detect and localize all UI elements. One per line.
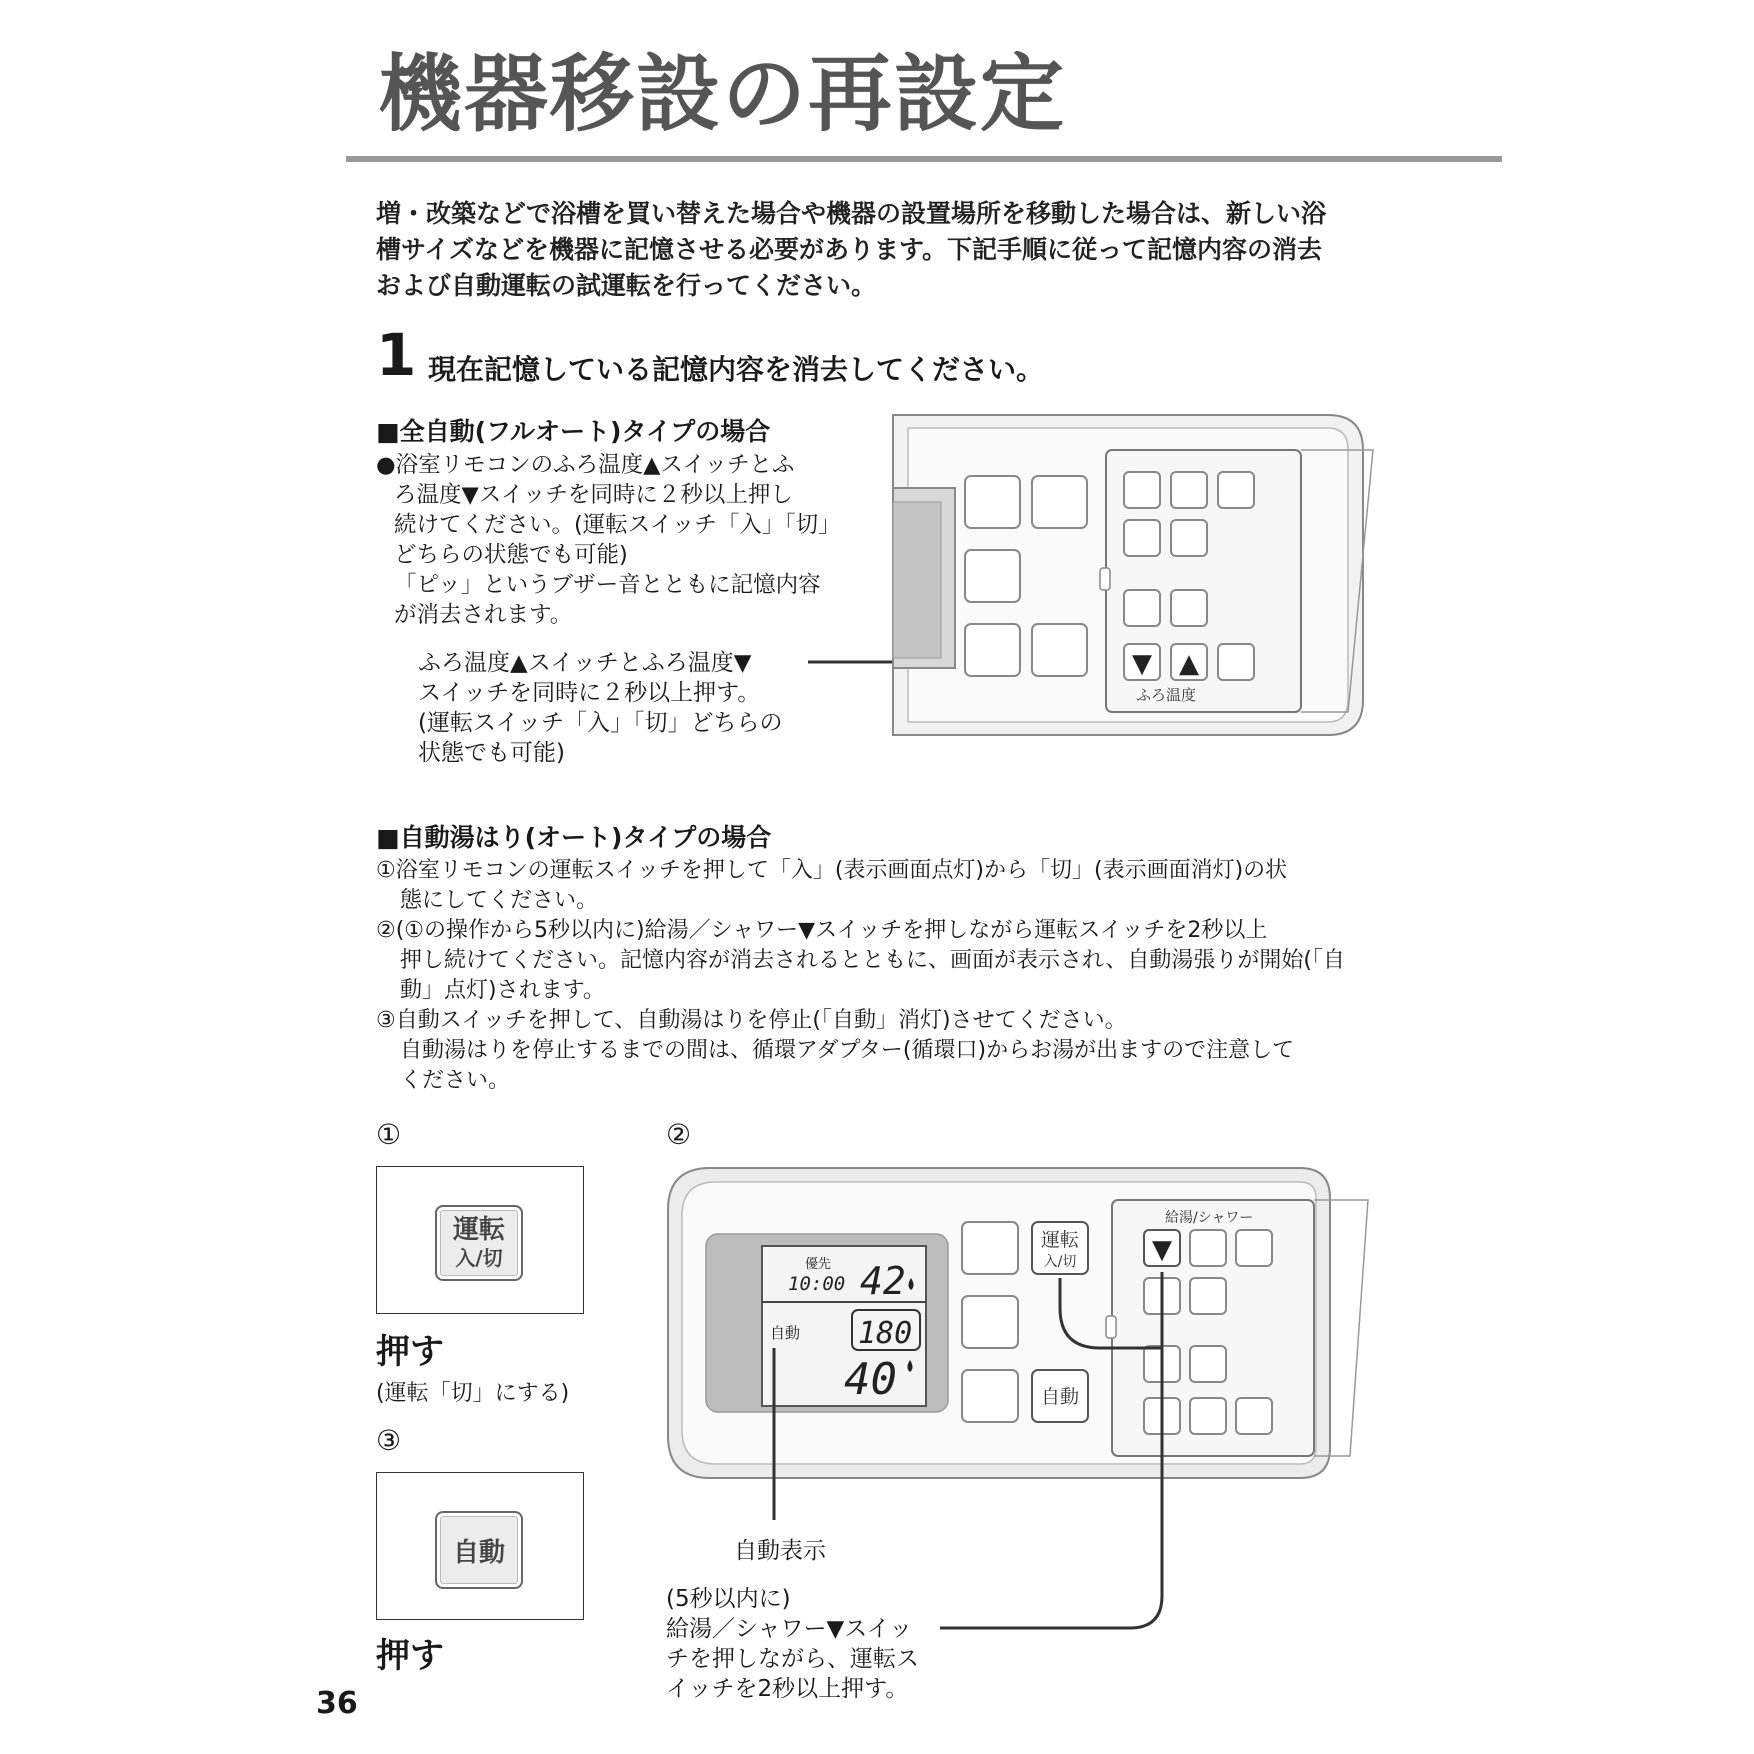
up-arrow-icon: ▲ bbox=[1179, 649, 1199, 679]
figure-number: ① bbox=[376, 1118, 402, 1151]
remote-button bbox=[962, 1296, 1018, 1348]
lcd-volume: 180 bbox=[858, 1316, 913, 1351]
remote-button bbox=[1124, 590, 1160, 626]
callout-line: スイッチを同時に２秒以上押す。 bbox=[418, 680, 761, 706]
figure-1-box bbox=[376, 1166, 584, 1314]
instruction-line: 押し続けてください。記憶内容が消去されるとともに、画面が表示され、自動湯張りが開始(「自 bbox=[400, 948, 1345, 973]
remote-button bbox=[962, 1222, 1018, 1274]
remote-button bbox=[965, 550, 1020, 602]
instruction-line: ●浴室リモコンのふろ温度▲スイッチとふ bbox=[376, 452, 795, 478]
remote-button bbox=[1236, 1230, 1272, 1266]
step-number: 1 bbox=[376, 321, 417, 389]
shower-label: 給湯/シャワー bbox=[1165, 1210, 1254, 1226]
remote-button bbox=[1218, 472, 1254, 508]
instruction-line: 「ピッ」というブザー音とともに記憶内容 bbox=[394, 572, 821, 598]
callout-line: チを押しながら、運転ス bbox=[666, 1646, 919, 1672]
remote-button bbox=[965, 476, 1020, 528]
auto-instructions bbox=[376, 856, 1436, 1096]
lcd-bath-temp: 40 bbox=[844, 1354, 897, 1405]
button-label: 運転 bbox=[1040, 1229, 1080, 1251]
bath-temp-label: ふろ温度 bbox=[1135, 686, 1197, 704]
remote-button bbox=[1124, 520, 1160, 556]
instruction-line: ②(①の操作から5秒以内に)給湯／シャワー▼スイッチを押しながら運転スイッチを2秒以上 bbox=[376, 918, 1268, 943]
auto-callout bbox=[666, 1584, 966, 1704]
remote-button bbox=[1171, 520, 1207, 556]
remote-button bbox=[1032, 476, 1087, 528]
intro-paragraph bbox=[376, 196, 1436, 304]
button-label: 自動 bbox=[452, 1537, 505, 1568]
callout-line: (5秒以内に) bbox=[666, 1586, 791, 1612]
remote-button bbox=[962, 1370, 1018, 1422]
instruction-line: 自動湯はりを停止するまでの間は、循環アダプター(循環口)からお湯が出ますので注意して bbox=[400, 1038, 1295, 1063]
lcd-priority: 優先 bbox=[805, 1257, 832, 1272]
page-title: 機器移設の再設定 bbox=[378, 45, 1067, 143]
remote-button bbox=[1190, 1278, 1226, 1314]
remote-button bbox=[1032, 624, 1087, 676]
figure-3-box bbox=[376, 1472, 584, 1620]
instruction-line: ①浴室リモコンの運転スイッチを押して「入」(表示画面点灯)から「切」(表示画面消灯)の状 bbox=[376, 858, 1288, 883]
page-number: 36 bbox=[316, 1686, 358, 1721]
down-arrow-icon: ▼ bbox=[1132, 649, 1152, 679]
instruction-line: が消去されます。 bbox=[394, 602, 573, 628]
instruction-line: 動」点灯)されます。 bbox=[400, 978, 605, 1003]
lcd-time: 10:00 bbox=[788, 1273, 846, 1295]
button-sublabel: 入/切 bbox=[1043, 1254, 1077, 1270]
callout-line: ふろ温度▲スイッチとふろ温度▼ bbox=[418, 650, 752, 676]
figure-number: ③ bbox=[376, 1424, 402, 1457]
lcd-temp: 42 bbox=[860, 1259, 906, 1303]
remote-button bbox=[965, 624, 1020, 676]
push-label: 押す bbox=[376, 1332, 444, 1372]
full-auto-callout bbox=[418, 648, 818, 768]
remote-button bbox=[1171, 590, 1207, 626]
button-label: 運転 bbox=[452, 1215, 505, 1245]
instruction-line: 態にしてください。 bbox=[400, 888, 599, 913]
callout-line: イッチを2秒以上押す。 bbox=[666, 1676, 909, 1702]
instruction-line: どちらの状態でも可能) bbox=[394, 542, 628, 568]
bath-remote-illustration-full-auto bbox=[808, 410, 1378, 740]
instruction-line: ください。 bbox=[400, 1068, 511, 1093]
button-label: 自動 bbox=[1040, 1386, 1080, 1408]
button-sublabel: 入/切 bbox=[455, 1246, 503, 1270]
remote-button bbox=[1171, 472, 1207, 508]
intro-line: 槽サイズなどを機器に記憶させる必要があります。下記手順に従って記憶内容の消去 bbox=[376, 235, 1323, 264]
remote-button bbox=[1190, 1398, 1226, 1434]
auto-heading: ■自動湯はり(オート)タイプの場合 bbox=[376, 823, 772, 852]
remote-button bbox=[1190, 1346, 1226, 1382]
callout-line: 給湯／シャワー▼スイッ bbox=[666, 1616, 913, 1642]
remote-button bbox=[1124, 472, 1160, 508]
run-on-off-button bbox=[435, 1205, 523, 1281]
push-label: 押す bbox=[376, 1636, 444, 1676]
intro-line: および自動運転の試運転を行ってください。 bbox=[376, 271, 877, 300]
remote-button bbox=[1236, 1398, 1272, 1434]
instruction-line: 続けてください。(運転スイッチ「入」「切」 bbox=[394, 512, 841, 538]
push-note: (運転「切」にする) bbox=[376, 1381, 570, 1406]
down-arrow-icon: ▼ bbox=[1152, 1235, 1172, 1265]
intro-line: 増・改築などで浴槽を買い替えた場合や機器の設置場所を移動した場合は、新しい浴 bbox=[376, 199, 1327, 228]
title-divider bbox=[346, 156, 1502, 162]
callout-line: (運転スイッチ「入」「切」どちらの bbox=[418, 710, 783, 736]
lcd-auto-indicator: 自動 bbox=[770, 1324, 801, 1342]
instruction-line: ろ温度▼スイッチを同時に２秒以上押し bbox=[394, 482, 793, 508]
instruction-line: ③自動スイッチを押して、自動湯はりを停止(「自動」消灯)させてください。 bbox=[376, 1008, 1127, 1033]
step-text: 現在記憶している記憶内容を消去してください。 bbox=[428, 353, 1045, 386]
auto-display-label: 自動表示 bbox=[734, 1538, 826, 1564]
callout-line: 状態でも可能) bbox=[418, 740, 565, 766]
full-auto-instructions bbox=[376, 450, 856, 630]
auto-button bbox=[435, 1511, 523, 1589]
remote-button bbox=[1190, 1230, 1226, 1266]
remote-button bbox=[1218, 644, 1254, 680]
full-auto-heading: ■全自動(フルオート)タイプの場合 bbox=[376, 417, 771, 446]
figure-number: ② bbox=[666, 1118, 692, 1151]
